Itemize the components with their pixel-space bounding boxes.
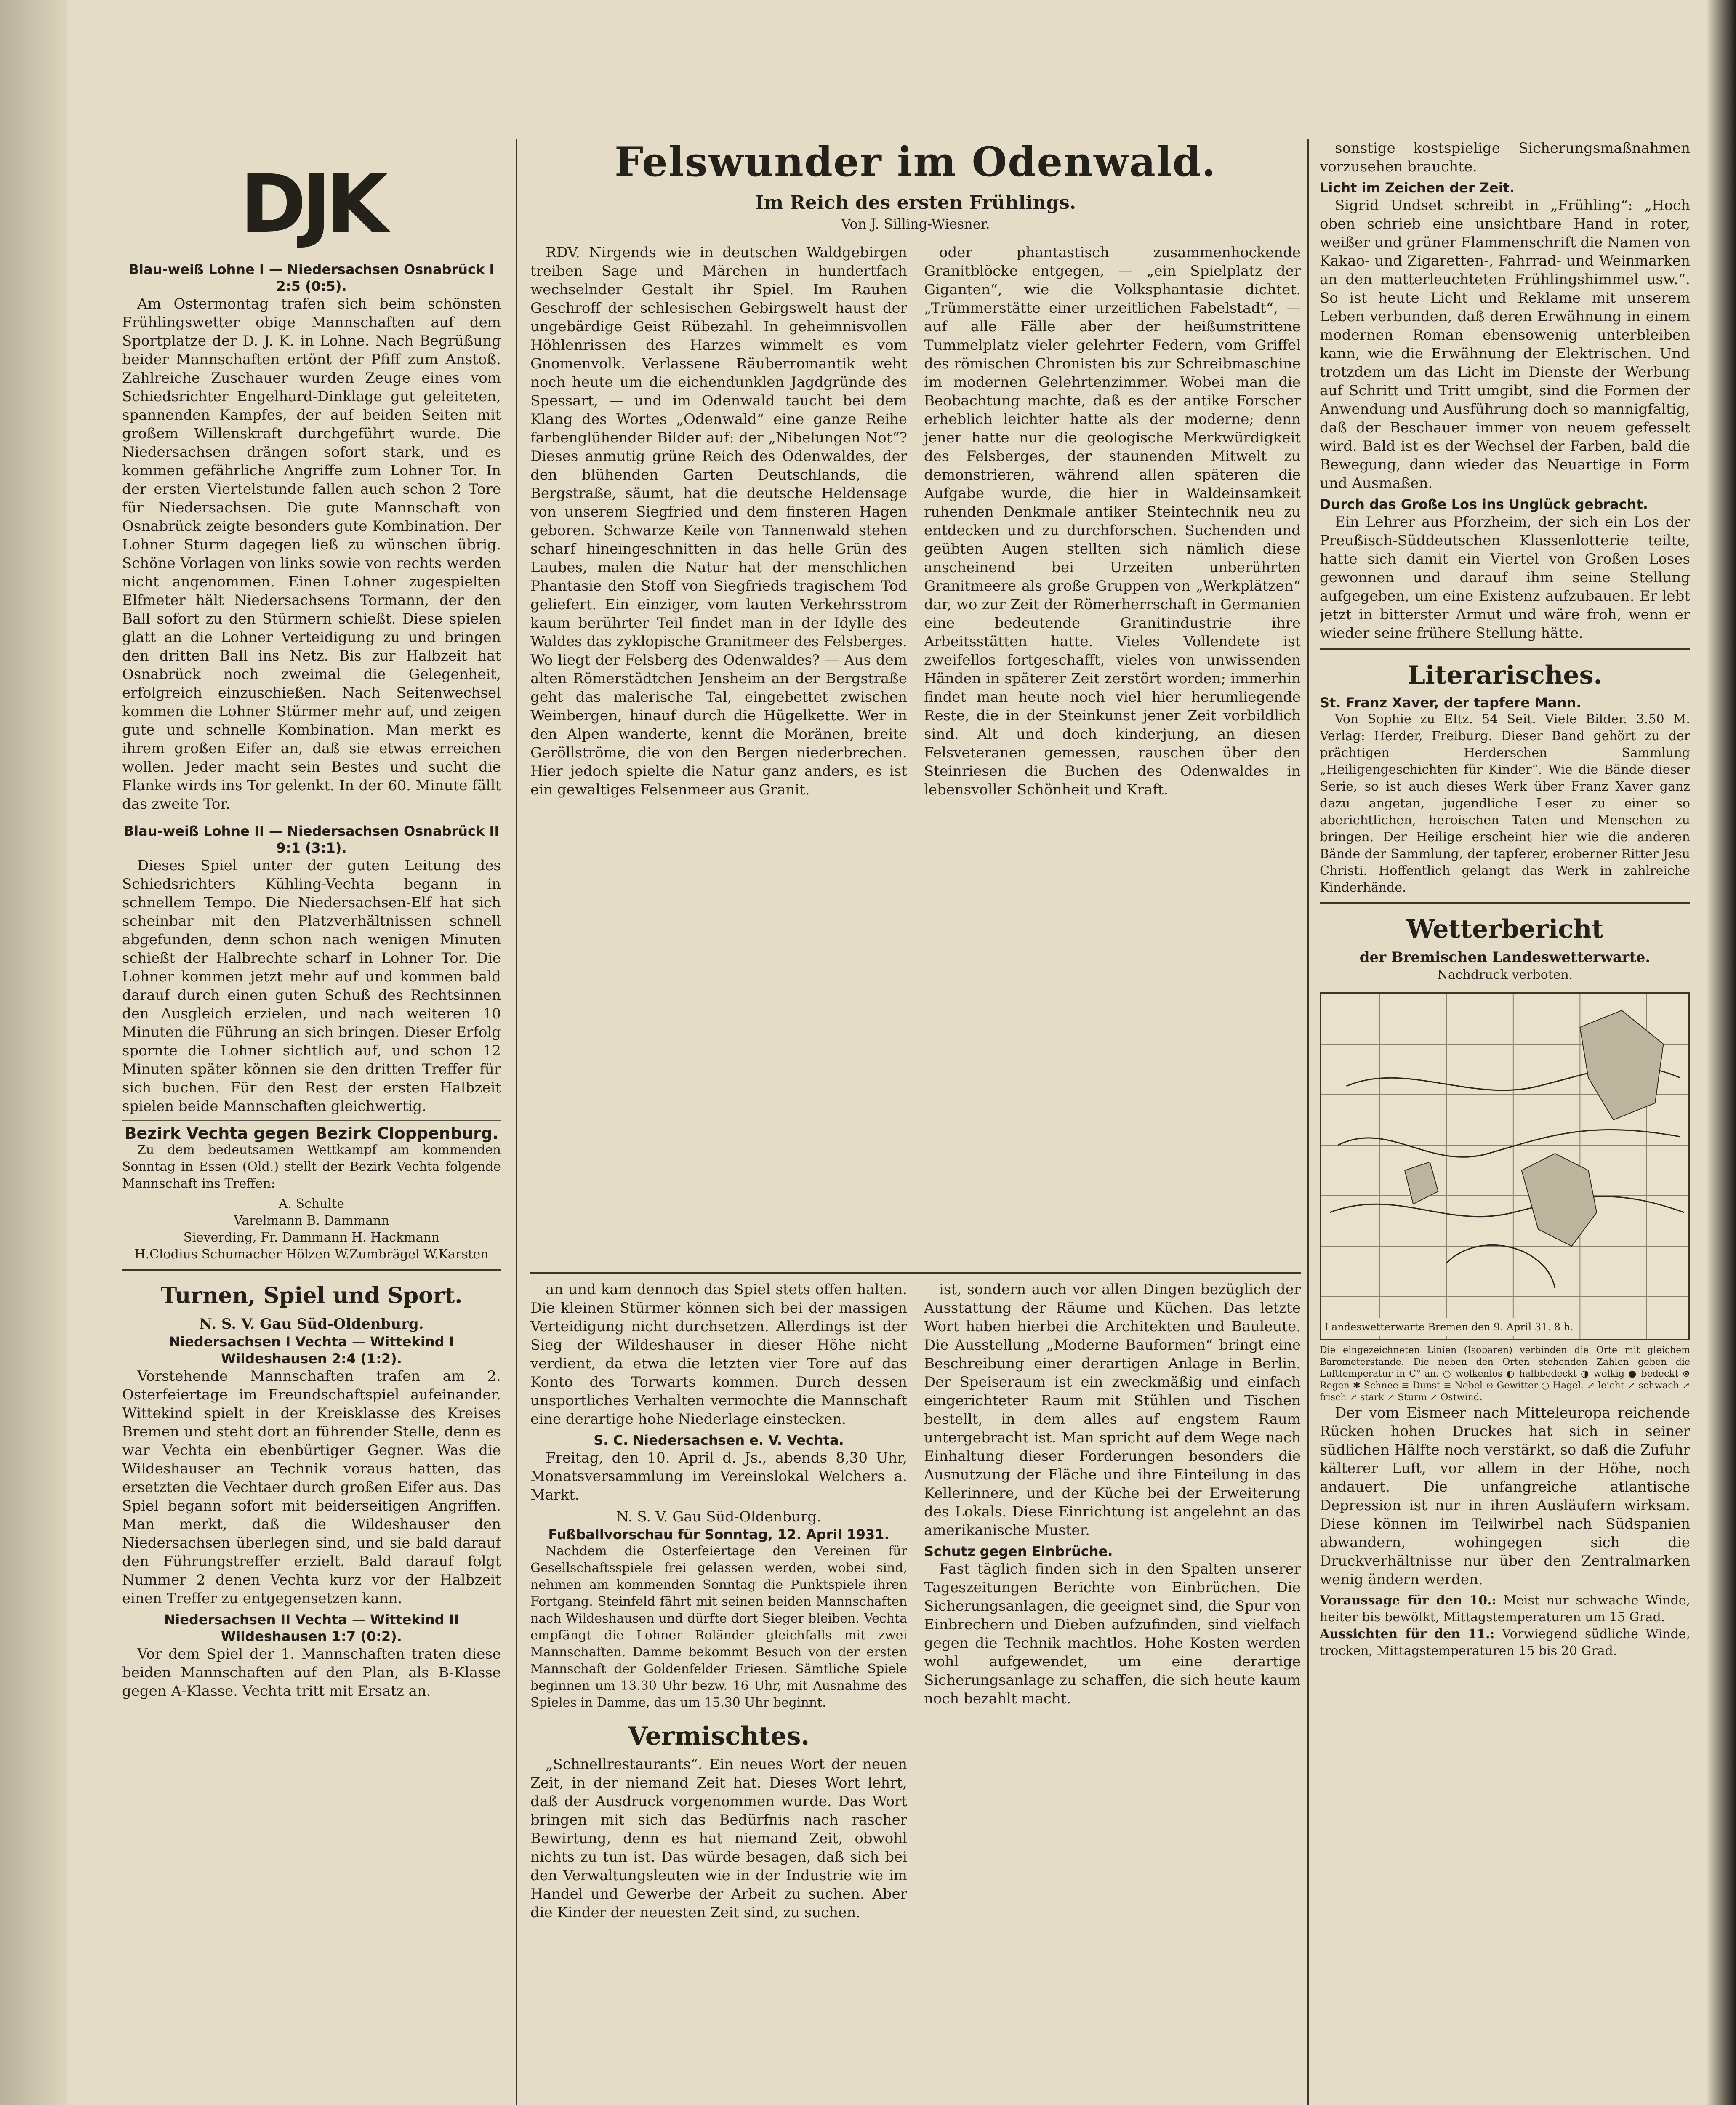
nsv-heading: N. S. V. Gau Süd-Oldenburg. [616, 1508, 821, 1525]
match2-text: Dieses Spiel unter der guten Leitung des Schiedsrichters Kühling-Vechta begann in schnellem Tempo. Die Niedersachsen-Elf hat sich scheinbar mit den Platzverhältnissen schnell abgefunden, denn schon nach wenigen Minuten schießt der Halbrechte scharf in Lohner Tor. Die Lohner kommen jetzt mehr auf und kommen bald darauf durch einen guten Schuß des Rechtsinnen den Ausgleich erzielen, und nach weiteren 10 Minuten die Führung an sich bringen. Dieser Erfolg spornte die Lohner sichtlich auf, und schon 12 Minuten später können sie den dritten Treffer für sich buchen. Für den Rest der ersten Halbzeit spielen beide Mannschaften gleichwertig. [122, 857, 501, 1115]
page-edge-left [0, 0, 67, 2105]
divider [1320, 902, 1690, 904]
weather-map-graphic [1321, 994, 1688, 1339]
gross-title: Durch das Große Los ins Unglück gebracht. [1320, 496, 1648, 512]
divider [122, 1120, 501, 1121]
column-rule [516, 139, 517, 2105]
forecast-2 [1320, 1626, 1690, 1660]
gross-text: Ein Lehrer aus Pforzheim, der sich ein Los der Preußisch-Süddeutschen Klassenlotterie teilte, hatte sich damit ein Viertel von Großen Loses gewonnen und darauf ihm seine Stellung aufgegeben, um eine Existenz aufzubauen. Er lebt jetzt in bitterster Armut und wäre froh, wenn er wieder seine frühere Stellung hätte. [1320, 514, 1690, 642]
vermischtes-text: „Schnellrestaurants“. Ein neues Wort der neuen Zeit, in der niemand Zeit hat. Dieses Wort lehrt, daß der Ausdruck vorgenommen wurde. Das Wort bringen mit sich das Bedürfnis nach rascher Bewirtung, denn es hat niemand Zeit, obwohl nichts zu tun ist. Das würde besagen, daß sich bei den Verwaltungsleuten wie in der Industrie wie im Handel und Gewerbe der Arbeit zu suchen. Aber die Kinder der neuesten Zeit sind, zu suchen. [530, 1756, 907, 1921]
lineup-line: H.Clodius Schumacher Hölzen W.Zumbrägel W.Karsten [134, 1247, 489, 1262]
sc-title: S. C. Niedersachsen e. V. Vechta. [594, 1432, 844, 1448]
column-feature [530, 139, 1301, 2105]
book-title: St. Franz Xaver, der tapfere Mann. [1320, 695, 1582, 711]
weather-map-caption: Landeswetterwarte Bremen den 9. April 31. 8 h. [1325, 1318, 1574, 1336]
match1-title: Blau-weiß Lohne I — Niedersachsen Osnabrück I 2:5 (0:5). [128, 261, 495, 294]
weather-map [1320, 992, 1690, 1340]
article-text-left: RDV. Nirgends wie in deutschen Waldgebirgen treiben Sage und Märchen in hundertfach wechselnder Gestalt ihr Spiel. Im Rauhen Geschroff der schlesischen Gebirgswelt haust der ungebärdige Geist Rübezahl. In geheimnisvollen Höhlenrissen des Harzes wimmelt es vom Gnomenvolk. Verlassene Räuberromantik weht noch heute um die eichendunklen Jagdgründe des Spessart, — und im Odenwald taucht bei dem Klang des Wortes „Odenwald“ eine ganze Reihe farbenglühender Bilder auf: der „Nibelungen Not“? Dieses anmutig grüne Reich des Odenwaldes, der den blühenden Garten Deutschlands, die Bergstraße, säumt, hat die deutsche Heldensage von unserem Siegfried und dem finsteren Hagen geboren. Schwarze Keile von Tannenwald stehen scharf hineingeschnitten in das helle Grün des Laubes, malen die Natur hat der menschlichen Phantasie den Stoff von Siegfrieds tragischem Tod geliefert. Ein einziger, vom lauten Verkehrsstrom kaum berührter Teil findet man in der Idylle des Waldes das zyklopische Granitmeer des Felsberges. Wo liegt der Felsberg des Odenwaldes? — Aus dem alten Römerstädtchen Jensheim an der Bergstraße geht das malerische Tal, eingebettet zwischen Weinbergen, hinauf durch die Hügelkette. Wer in den Alpen wanderte, kennt die Moränen, breite Geröllströme, die von den Bergen niederbrechen. Hier jedoch spielte die Natur ganz anders, es ist ein gewaltiges Felsenmeer aus Granit. [530, 244, 907, 798]
article-text-right: oder phantastisch zusammenhockende Granitblöcke entgegen, — „ein Spielplatz der Giganten“, wie die Volksphantasie dichtet. „Trümmerstätte einer urzeitlichen Fabelstadt“, — auf alle Fälle aber der heißumstrittene Tummelplatz vieler gelehrter Federn, vom Griffel des römischen Chronisten bis zur Schreibmaschine im modernen Gelehrtenzimmer. Wobei man die Beobachtung machte, daß es der antike Forscher erheblich leichter hatte als der moderne; denn jener hatte nur die geologische Merkwürdigkeit des Felsberges, der staunenden Mitwelt zu demonstrieren, während allen späteren die Aufgabe wurde, die hier in Waldeinsamkeit ruhenden Denkmale antiker Steintechnik neu zu entdecken und zu durchforschen. Suchenden und geübten Augen stellten sich nämlich diese anscheinend bei Urzeiten unberührten Granitmeere als große Gruppen von „Werkplätzen“ dar, wo zur Zeit der Römerherrschaft in Germanien eine bedeutende Granitindustrie ihre Arbeitsstätten hatte. Vieles Vollendete ist zweifellos fortgeschafft, vieles von unwissenden Händen in späterer Zeit zerstört worden; immerhin findet man heute noch viel hier herumliegende Reste, die in der Steinkunst jener Zeit vorbildlich sind. Alt und doch kinderjung, an diesen Felsveteranen gemessen, rauschen über den Steinriesen die Buchen des Odenwaldes in lebensvoller Schönheit und Kraft. [924, 244, 1301, 798]
weather-subtitle: der Bremischen Landeswetterwarte. [1359, 949, 1651, 966]
lineup-line: A. Schulte [278, 1196, 345, 1211]
divider [1320, 648, 1690, 650]
forecast-2-title: Aussichten für den 11.: [1320, 1627, 1495, 1641]
column-rule [1307, 139, 1309, 2105]
weather-title: Wetterbericht [1406, 914, 1604, 944]
bezirk-text: Zu dem bedeutsamen Wettkampf am kommenden Sonntag in Essen (Old.) stellt der Bezirk Vechta folgende Mannschaft ins Treffen: [122, 1143, 501, 1191]
lineup-line: Sieverding, Fr. Dammann H. Hackmann [183, 1230, 440, 1245]
match1-text: Am Ostermontag trafen sich beim schönsten Frühlingswetter obige Mannschaften auf dem Sportplatze der D. J. K. in Lohne. Nach Begrüßung beider Mannschaften ertönt der Pfiff zum Anstoß. Zahlreiche Zuschauer wurden Zeuge eines vom Schiedsrichter Engelhard-Dinklage gut geleiteten, spannenden Kampfes, der auf beiden Seiten mit großem Willenskraft durchgeführt wurde. Die Niedersachsen drängen sofort stark, und es kommen gefährliche Angriffe zum Lohner Tor. In der ersten Viertelstunde fallen auch schon 2 Tore für Niedersachsen. Die gute Mannschaft von Osnabrück zeigte besonders gute Kombination. Der Lohner Sturm dagegen ließ zu wünschen übrig. Schöne Vorlagen von links sowie von rechts werden nicht angenommen. Einen Lohner zugespielten Elfmeter hält Niedersachsens Tormann, der den Ball sofort zu den Stürmern schießt. Diese spielen glatt an die Lohner Verteidigung zu und bringen den dritten Ball ins Netz. Bis zur Halbzeit hat Osnabrück noch zweimal die Gelegenheit, erfolgreich einzuschießen. Nach Seitenwechsel kommen die Lohner Stürmer mehr auf, und zeigen gute und schnelle Kombination. Man merkt es ihrem großen Eifer an, daß sie etwas erreichen wollen. Jeder macht sein Bestes und sucht die Flanke wirds ins Tor gelenkt. In der 60. Minute fällt das zweite Tor. [122, 296, 501, 813]
nsv-heading: N. S. V. Gau Süd-Oldenburg. [199, 1316, 424, 1332]
match3-title: Niedersachsen I Vechta — Wittekind I Wildeshausen 2:4 (1:2). [169, 1334, 454, 1367]
restaurant-continuation: ist, sondern auch vor allen Dingen bezüglich der Ausstattung der Räume und Küchen. Das letzte Wort haben hierbei die Architekten und Bauleute. Die Ausstellung „Moderne Bauformen“ bringt eine Beschreibung einer derartigen Anlage in Berlin. Der Speiseraum ist ein zweckmäßig und einfach eingerichteter Raum mit Stühlen und Tischen bestellt, in dem alles auf engstem Raum untergebracht ist. Man spricht auf dem Wege nach Einhaltung dieser Forderungen besonders die Ausnutzung der Fläche und ihre Einteilung in das Kellerinnere, und der Küche bei der Erweiterung des Lokals. Diese Einrichtung ist angelehnt an das amerikanische Muster. [924, 1281, 1301, 1539]
sport-continuation: an und kam dennoch das Spiel stets offen halten. Die kleinen Stürmer können sich bei der massigen Verteidigung nicht durchsetzen. Allerdings ist der Sieg der Wildeshauser in dieser Höhe nicht verdient, da etwa die letzten vier Tore auf das Konto des Torwarts kommen. Durch dessen unsportliches Verhalten vermochte die Mannschaft eine derartige hohe Niederlage einstecken. [530, 1281, 907, 1428]
column-misc [1320, 139, 1690, 2105]
weather-text: Der vom Eismeer nach Mitteleuropa reichende Rücken hohen Druckes hat sich in seiner südlichen Hälfte noch verstärkt, so daß die Zufuhr kälterer Luft, vor allem in der Höhe, noch andauert. Die unfangreiche atlantische Depression ist nur in ihren Ausläufern wirksam. Diese können im Teilwirbel nach Südspanien abwandern, wohingegen sich die Druckverhältnisse nur über den Zentralmarken wenig ändern werden. [1320, 1404, 1690, 1588]
article-byline: Von J. Silling-Wiesner. [841, 216, 990, 232]
column-sport [122, 139, 501, 2105]
article-subtitle: Im Reich des ersten Frühlings. [755, 192, 1076, 213]
match2-title: Blau-weiß Lohne II — Niedersachsen Osnabrück II 9:1 (3:1). [123, 823, 500, 856]
forecast-1-text: Meist nur schwache Winde, heiter bis bewölkt, Mittagstemperaturen um 15 Grad. [1320, 1593, 1690, 1625]
match4-text: Vor dem Spiel der 1. Mannschaften traten diese beiden Mannschaften auf den Plan, als B-Klasse gegen A-Klasse. Vechta tritt mit Ersatz an. [122, 1646, 501, 1700]
forecast-1 [1320, 1592, 1690, 1626]
section-title-literarisches: Literarisches. [1407, 661, 1603, 690]
continuation-text: sonstige kostspielige Sicherungsmaßnahmen vorzusehen brauchte. [1320, 140, 1690, 175]
reprint-note: Nachdruck verboten. [1437, 967, 1573, 982]
fb-text: Nachdem die Osterfeiertage den Vereinen für Gesellschaftsspiele frei gelassen werden, wobei sind, nehmen am kommenden Sonntag die Punktspiele ihren Fortgang. Steinfeld fährt mit seinen beiden Mannschaften nach Wildeshausen und dürfte dort Sieger bleiben. Vechta empfängt die Lohner Roländer gleichfalls mit zwei Mannschaften. Damme bekommt Besuch von der ersten Mannschaft der Goldenfelder Friesen. Sämtliche Spiele beginnen um 13.30 Uhr bezw. 16 Uhr, mit Ausnahme des Spieles in Damme, das um 15.30 Uhr beginnt. [530, 1544, 907, 1710]
schutz-text: Fast täglich finden sich in den Spalten unserer Tageszeitungen Berichte von Einbrüchen. Die Sicherungsanlagen, die geeignet sind, die Spur von Einbrechern und Dieben aufzufinden, sind vielfach gegen die Technik machtlos. Hohe Kosten werden wohl aufgewendet, um eine derartige Sicherungsanlage zu schaffen, die sich heute kaum noch bezahlt macht. [924, 1561, 1301, 1707]
lineup-line: Varelmann B. Dammann [234, 1213, 389, 1228]
forecast-1-title: Voraussage für den 10.: [1320, 1593, 1496, 1608]
article-body [530, 243, 1301, 1266]
section-title-vermischtes: Vermischtes. [628, 1721, 810, 1751]
match4-title: Niedersachsen II Vechta — Wittekind II Wildeshausen 1:7 (0:2). [164, 1612, 459, 1644]
match3-text: Vorstehende Mannschaften trafen am 2. Osterfeiertage im Freundschaftspiel aufeinander. Wittekind spielt in der Kreisklasse des Kreises Bremen und steht dort an führender Stelle, denn es war Vechta ein ebenbürtiger Gegner. Was die Wildeshauser an Technik voraus hatten, das ersetzten die Vechtaer durch großen Eifer aus. Das Spiel begann sofort mit beiderseitigen Angriffen. Man merkt, daß die Wildeshauser den Niedersachsen überlegen sind, und sie bald darauf den Führungstreffer erzielt. Bald darauf folgt Nummer 2 denen Vechta kurz vor der Halbzeit einen Treffer zu entgegensetzen kann. [122, 1368, 501, 1607]
book-review: Von Sophie zu Eltz. 54 Seit. Viele Bilder. 3.50 M. Verlag: Herder, Freiburg. Dieser Band gehört zu der prächtigen Herderschen Sammlung „Heiligengeschichten für Kinder“. Wie die Bände dieser Serie, so ist auch dieses Werk über Franz Xaver ganz dazu angetan, jugendliche Leser zu einer so aberichtlichen, heroischen Taten und Menschen zu bringen. Der Heilige erscheint hier wie die anderen Bände der Sammlung, der tapferer, eroberner Ritter Jesu Christi. Hoffentlich gelangt das Werk in zahlreiche Kinderhände. [1320, 712, 1690, 895]
newspaper-page [76, 139, 1696, 2105]
divider [122, 1269, 501, 1271]
licht-text: Sigrid Undset schreibt in „Frühling“: „Hoch oben schrieb eine unsichtbare Hand in roter, weißer und grüner Flammenschrift die Namen von Kakao- und Zigaretten-, Fahrrad- und Weinmarken an den matterleuchteten Frühlingshimmel usw.“. So ist heute Licht und Reklame mit unserem Leben verbunden, daß deren Erwähnung in einem modernen Roman ebensowenig unterbleiben kann, wie die Erwähnung der Elektrischen. Und trotzdem um das Licht im Dienste der Werbung auf Schritt und Tritt umgibt, sind die Formen der Anwendung und Ausführung doch so mannigfaltig, daß der Beschauer immer von neuem gefesselt wird. Bald ist es der Wechsel der Farben, bald die Bewegung, dann wieder das Neuartige in Form und Ausmaßen. [1320, 197, 1690, 492]
lower-columns [530, 1280, 1301, 1925]
weather-legend: Die eingezeichneten Linien (Isobaren) verbinden die Orte mit gleichem Barometerstande. Die neben den Orten stehenden Zahlen geben die Lufttemperatur in C° an. ○ wolkenlos ◐ halbbedeckt ◑ wolkig ● bedeckt ⊗ Regen ✱ Schnee ≡ Dunst ≡ Nebel ⊙ Gewitter ○ Hagel. ↗ leicht ↗ schwach ↗ frisch ↗ stark ↗ Sturm ↗ Ostwind. [1320, 1345, 1690, 1403]
schutz-title: Schutz gegen Einbrüche. [924, 1543, 1113, 1559]
fb-title: Fußballvorschau für Sonntag, 12. April 1931. [548, 1527, 889, 1543]
djk-logo: DJK [240, 157, 383, 250]
page-edge-right [1707, 0, 1736, 2105]
forecast-2-text: Vorwiegend südliche Winde, trocken, Mittagstemperaturen 15 bis 20 Grad. [1320, 1627, 1690, 1658]
article-title: Felswunder im Odenwald. [615, 139, 1217, 186]
section-title-turnen: Turnen, Spiel und Sport. [160, 1283, 463, 1308]
sc-text: Freitag, den 10. April d. Js., abends 8,30 Uhr, Monatsversammlung im Vereinslokal Welchers a. Markt. [530, 1450, 907, 1503]
bezirk-title: Bezirk Vechta gegen Bezirk Cloppenburg. [124, 1124, 499, 1143]
divider [530, 1272, 1301, 1274]
licht-title: Licht im Zeichen der Zeit. [1320, 180, 1515, 196]
